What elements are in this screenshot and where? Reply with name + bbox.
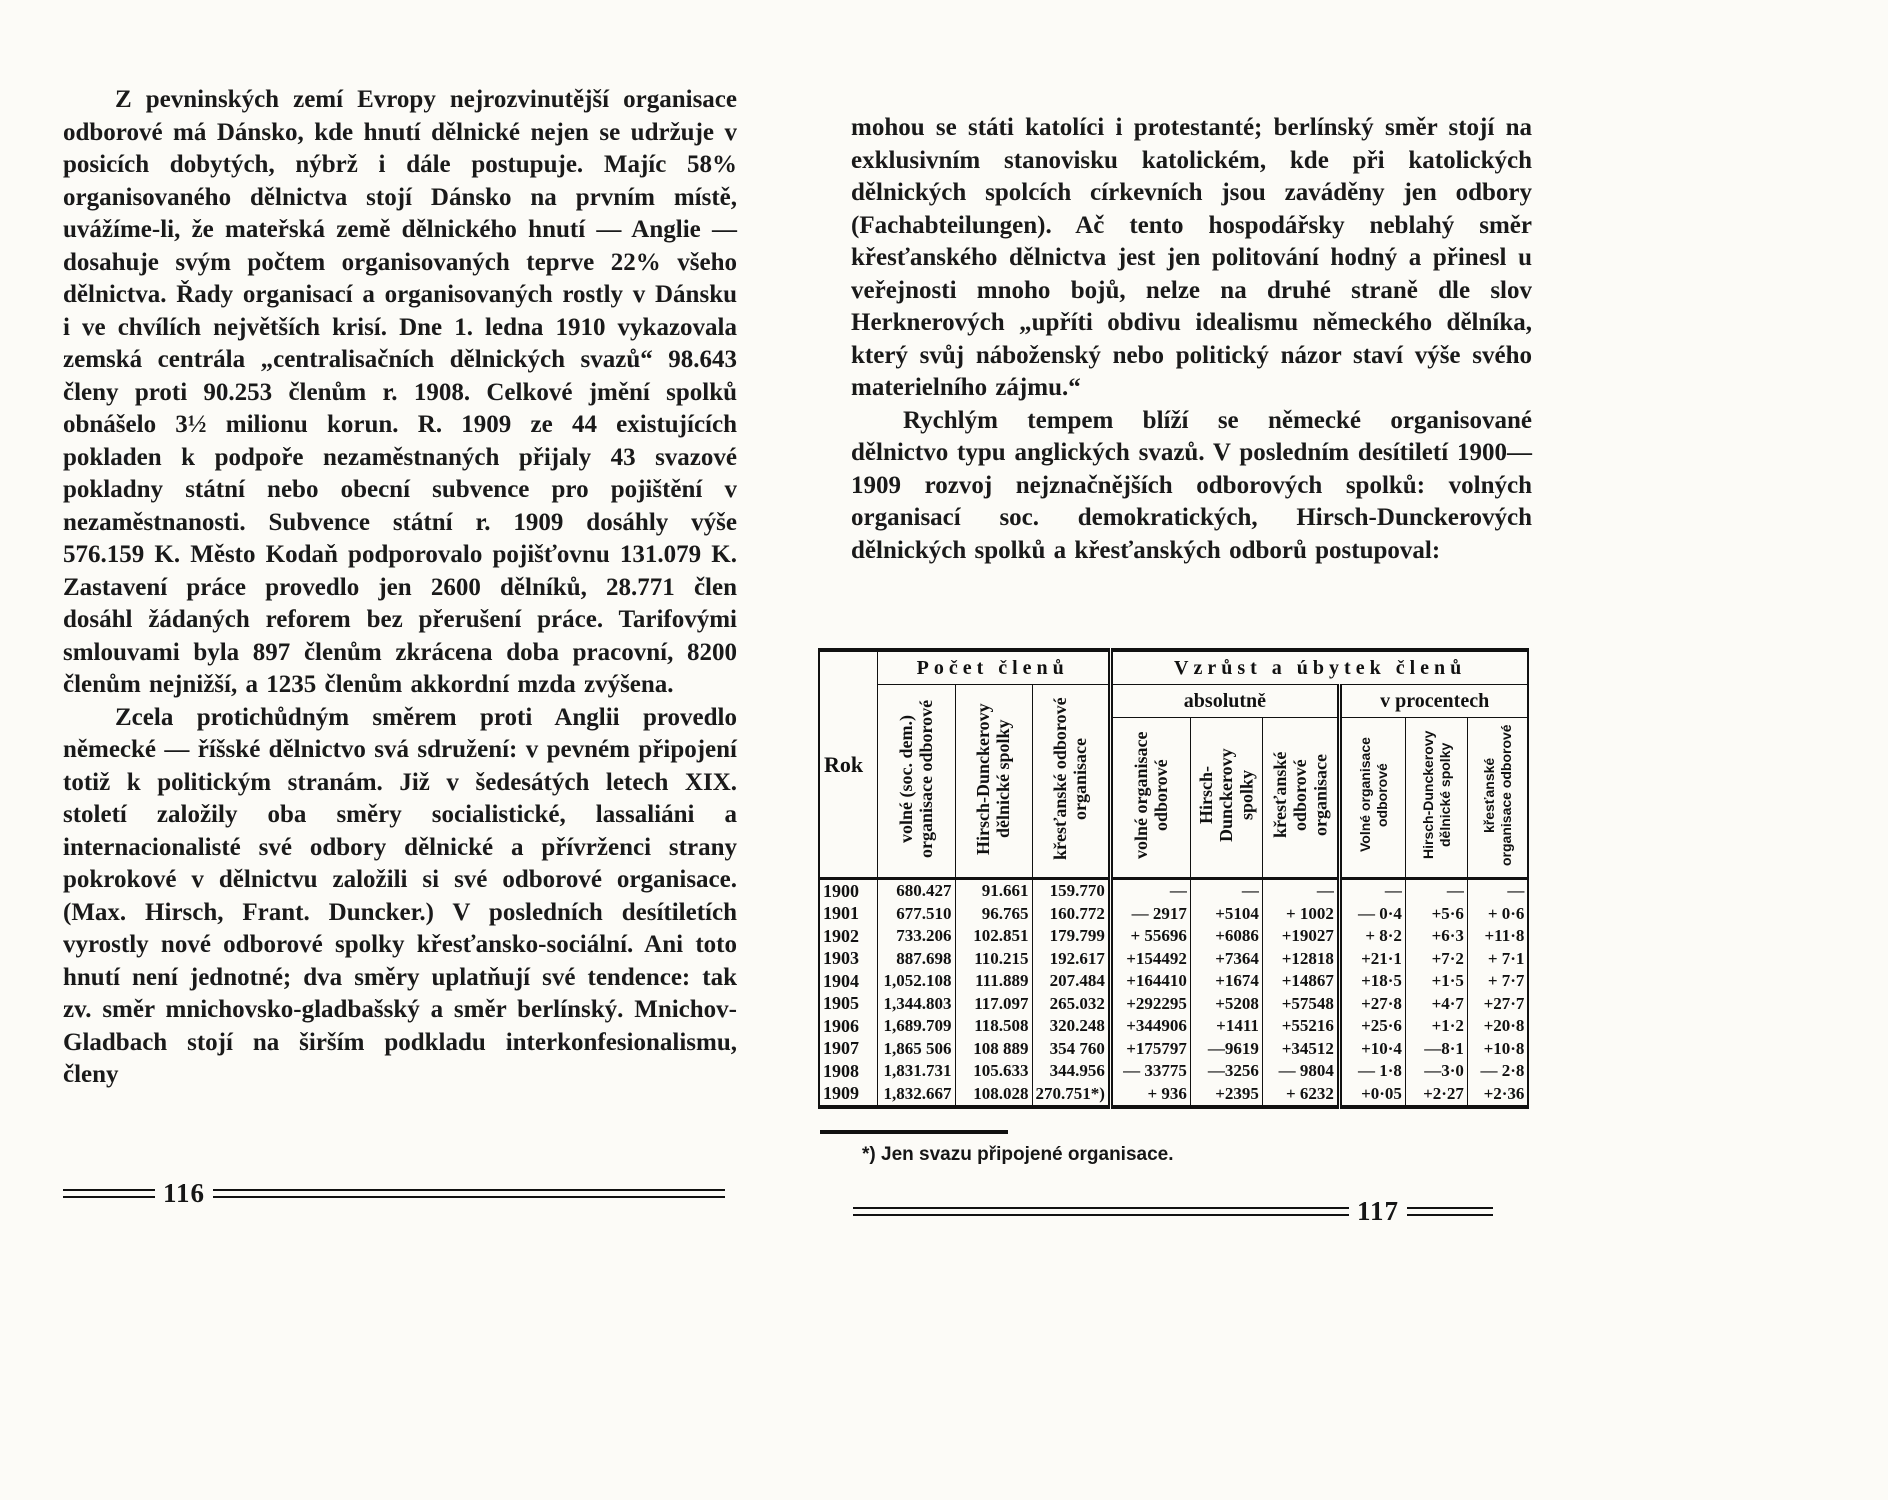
column-header-hirsch-duncker: Hirsch-Dunckerovy dělnické spolky — [955, 685, 1032, 879]
value-cell: + 1002 — [1262, 903, 1339, 926]
value-cell: +10·4 — [1339, 1038, 1405, 1061]
table-row — [819, 948, 1528, 971]
value-cell: 192.617 — [1032, 948, 1110, 971]
table-row — [819, 1015, 1528, 1038]
table-body — [819, 879, 1528, 1108]
paragraph: Rychlým tempem blíží se německé organisované dělnictvo typu anglických svazů. V posledním desítiletí 1900—1909 rozvoj nejznačnějších odborových spolků: volných organisací soc. demokratických, Hirsch-Dunckerových dělnických spolků a křesťanských odborů postupoval: — [851, 406, 1532, 564]
value-cell: — 33775 — [1110, 1060, 1190, 1083]
value-cell: +1·5 — [1405, 970, 1467, 993]
value-cell: 117.097 — [955, 993, 1032, 1016]
value-cell: +5·6 — [1405, 903, 1467, 926]
value-cell: 1,052.108 — [877, 970, 955, 993]
value-cell: 320.248 — [1032, 1015, 1110, 1038]
value-cell: +11·8 — [1467, 925, 1528, 948]
value-cell: 677.510 — [877, 903, 955, 926]
value-cell: 105.633 — [955, 1060, 1032, 1083]
value-cell: 207.484 — [1032, 970, 1110, 993]
value-cell: 680.427 — [877, 879, 955, 903]
value-cell: 733.206 — [877, 925, 955, 948]
value-cell: 118.508 — [955, 1015, 1032, 1038]
group-header-change: Vzrůst a úbytek členů — [1110, 650, 1528, 685]
value-cell: +57548 — [1262, 993, 1339, 1016]
table-row — [819, 1060, 1528, 1083]
table-row — [819, 970, 1528, 993]
value-cell: +4·7 — [1405, 993, 1467, 1016]
sub-header-percent: v procentech — [1339, 685, 1528, 718]
value-cell: +344906 — [1110, 1015, 1190, 1038]
value-cell: +7·2 — [1405, 948, 1467, 971]
column-header-pct-hirsch-duncker: Hirsch-Dunckerovy dělnické spolky — [1405, 718, 1467, 879]
year-cell: 1909 — [819, 1083, 877, 1108]
value-cell: 159.770 — [1032, 879, 1110, 903]
value-cell: 344.956 — [1032, 1060, 1110, 1083]
paragraph: Zcela protichůdným směrem proti Anglii provedlo německé — říšské dělnictvo svá sdružení: v pevném připojení totiž k politickým stranám. Již v šedesátých letech XIX. století založily oba směry socialistické, lassaliáni a internacionalisté své odbory dělnické a přívrženci strany pokrokové v dělnictvu založili si své odborové organisace. (Max. Hirsch, Frant. Duncker.) V posledních desítiletích vyrostly nové odborové spolky křesťansko-sociální. Ani toto hnutí není jednotné; dva směry uplatňují své tendence: tak zv. směr mnichovsko-gladbašský a směr berlínský. Mnichov-Gladbach stojí na širším podkladu interkonfesionalismu, členy — [63, 703, 737, 1088]
value-cell: +20·8 — [1467, 1015, 1528, 1038]
column-header-abs-free-unions: volné organisace odborové — [1110, 718, 1190, 879]
year-cell: 1904 — [819, 970, 877, 993]
value-cell: +55216 — [1262, 1015, 1339, 1038]
value-cell: +25·6 — [1339, 1015, 1405, 1038]
value-cell: +19027 — [1262, 925, 1339, 948]
value-cell: +27·8 — [1339, 993, 1405, 1016]
column-header-christian-unions: křesťanské odborové organisace — [1032, 685, 1110, 879]
value-cell: +0·05 — [1339, 1083, 1405, 1108]
value-cell: — — [1190, 879, 1262, 903]
value-cell: — 2·8 — [1467, 1060, 1528, 1083]
value-cell: — 1·8 — [1339, 1060, 1405, 1083]
value-cell: —9619 — [1190, 1038, 1262, 1061]
value-cell: +34512 — [1262, 1038, 1339, 1061]
paragraph: Z pevninských zemí Evropy nejrozvinutější organisace odborové má Dánsko, kde hnutí dělnické nejen se udržuje v posicích dobytých, nýbrž i dále postupuje. Majíc 58% organisovaného dělnictva stojí Dánsko na prvním místě, uvážíme-li, že mateřská země dělnického hnutí — Anglie — dosahuje svým počtem organisovaných teprve 22% všeho dělnictva. Řady organisací a organisovaných rostly v Dánsku i ve chvílích největších krisí. Dne 1. ledna 1910 vykazovala zemská centrála „centralisačních dělnických svazů“ 98.643 členy proti 90.253 členům r. 1908. Celkové jmění spolků obnášelo 3½ milionu korun. R. 1909 ze 44 existujících pokladen k podpoře nezaměstnaných přijaly 43 svazové pokladny státní nebo obecní subvence pro pojištění v nezaměstnanosti. Subvence státní r. 1909 dosáhly výše 576.159 K. Město Kodaň podporovalo pojišťovnu 131.079 K. Zastavení práce provedlo jen 2600 dělníků, 28.771 člen dosáhl žádaných reforem bez přerušení práce. Tarifovými smlouvami byla 897 členům zkrácena doba pracovní, 8200 členům nejnižší, a 1235 členům akkordní mzda zvýšena. — [63, 86, 737, 698]
value-cell: + 6232 — [1262, 1083, 1339, 1108]
column-header-abs-hirsch-duncker: Hirsch-Dunckerovy spolky — [1190, 718, 1262, 879]
membership-statistics-table — [818, 648, 1529, 1109]
value-cell: 108.028 — [955, 1083, 1032, 1108]
table-row — [819, 1083, 1528, 1108]
right-page-text — [851, 112, 1532, 567]
value-cell: +14867 — [1262, 970, 1339, 993]
value-cell: 96.765 — [955, 903, 1032, 926]
left-page-text — [63, 84, 737, 1092]
year-cell: 1901 — [819, 903, 877, 926]
value-cell: +2·36 — [1467, 1083, 1528, 1108]
value-cell: 1,344.803 — [877, 993, 955, 1016]
year-cell: 1907 — [819, 1038, 877, 1061]
page-rule — [1407, 1207, 1493, 1216]
footnote-rule — [820, 1130, 1008, 1134]
group-header-count: Počet členů — [877, 650, 1110, 685]
value-cell: — — [1262, 879, 1339, 903]
page-number-left — [63, 1178, 725, 1209]
value-cell: +27·7 — [1467, 993, 1528, 1016]
column-header-pct-christian: křesťanské organisace odborové — [1467, 718, 1528, 879]
value-cell: + 8·2 — [1339, 925, 1405, 948]
value-cell: — 0·4 — [1339, 903, 1405, 926]
value-cell: +2395 — [1190, 1083, 1262, 1108]
year-cell: 1902 — [819, 925, 877, 948]
table-row — [819, 903, 1528, 926]
value-cell: 354 760 — [1032, 1038, 1110, 1061]
value-cell: 887.698 — [877, 948, 955, 971]
value-cell: —8·1 — [1405, 1038, 1467, 1061]
value-cell: — — [1110, 879, 1190, 903]
value-cell: +292295 — [1110, 993, 1190, 1016]
table-row — [819, 925, 1528, 948]
year-cell: 1903 — [819, 948, 877, 971]
page-rule — [213, 1189, 725, 1198]
value-cell: +154492 — [1110, 948, 1190, 971]
value-cell: + 7·7 — [1467, 970, 1528, 993]
page-number-text: 116 — [163, 1178, 206, 1208]
table-row — [819, 993, 1528, 1016]
page-rule — [853, 1207, 1349, 1216]
value-cell: +6·3 — [1405, 925, 1467, 948]
value-cell: +12818 — [1262, 948, 1339, 971]
value-cell: +5208 — [1190, 993, 1262, 1016]
value-cell: 1,831.731 — [877, 1060, 955, 1083]
value-cell: +2·27 — [1405, 1083, 1467, 1108]
value-cell: +5104 — [1190, 903, 1262, 926]
value-cell: 102.851 — [955, 925, 1032, 948]
value-cell: + 0·6 — [1467, 903, 1528, 926]
value-cell: + 55696 — [1110, 925, 1190, 948]
value-cell: 110.215 — [955, 948, 1032, 971]
page-rule — [63, 1189, 155, 1198]
value-cell: + 936 — [1110, 1083, 1190, 1108]
value-cell: — — [1339, 879, 1405, 903]
value-cell: —3256 — [1190, 1060, 1262, 1083]
value-cell: — — [1467, 879, 1528, 903]
page-number-right — [853, 1196, 1493, 1227]
footnote: *) Jen svazu připojené organisace. — [862, 1144, 1174, 1165]
value-cell: 160.772 — [1032, 903, 1110, 926]
value-cell: +6086 — [1190, 925, 1262, 948]
value-cell: +1411 — [1190, 1015, 1262, 1038]
value-cell: 1,832.667 — [877, 1083, 955, 1108]
table-row — [819, 1038, 1528, 1061]
paragraph: mohou se státi katolíci i protestanté; berlínský směr stojí na exklusivním stanovisku katolickém, kde při katolických dělnických spolcích církevních jsou zaváděny jen odbory (Fachabteilungen). Ač tento hospodářsky neblahý směr křesťanského dělnictva jest jen politování hodný a přinesl u veřejnosti mnoho bojů, nelze na druhé straně dle slov Herknerových „upříti obdivu idealismu německého dělníka, který svůj náboženský nebo politický názor staví výše svého materielního zájmu.“ — [851, 114, 1532, 401]
value-cell: — 9804 — [1262, 1060, 1339, 1083]
year-cell: 1900 — [819, 879, 877, 903]
table-row — [819, 879, 1528, 903]
column-header-abs-christian: křesťanské odborové organisace — [1262, 718, 1339, 879]
year-cell: 1908 — [819, 1060, 877, 1083]
column-header-free-unions: volné (soc. dem.) organisace odborové — [877, 685, 955, 879]
value-cell: 91.661 — [955, 879, 1032, 903]
value-cell: —3·0 — [1405, 1060, 1467, 1083]
value-cell: — — [1405, 879, 1467, 903]
value-cell: 1,689.709 — [877, 1015, 955, 1038]
year-cell: 1905 — [819, 993, 877, 1016]
value-cell: 179.799 — [1032, 925, 1110, 948]
column-header-pct-free-unions: Volné organisace odborové — [1339, 718, 1405, 879]
page-number-text: 117 — [1356, 1196, 1399, 1226]
value-cell: 1,865 506 — [877, 1038, 955, 1061]
value-cell: +10·8 — [1467, 1038, 1528, 1061]
value-cell: 270.751*) — [1032, 1083, 1110, 1108]
year-cell: 1906 — [819, 1015, 877, 1038]
rok-header: Rok — [819, 650, 877, 879]
value-cell: +1674 — [1190, 970, 1262, 993]
value-cell: + 7·1 — [1467, 948, 1528, 971]
value-cell: 108 889 — [955, 1038, 1032, 1061]
value-cell: +175797 — [1110, 1038, 1190, 1061]
value-cell: +7364 — [1190, 948, 1262, 971]
value-cell: +18·5 — [1339, 970, 1405, 993]
value-cell: +164410 — [1110, 970, 1190, 993]
value-cell: 111.889 — [955, 970, 1032, 993]
value-cell: +21·1 — [1339, 948, 1405, 971]
value-cell: — 2917 — [1110, 903, 1190, 926]
value-cell: +1·2 — [1405, 1015, 1467, 1038]
sub-header-absolute: absolutně — [1110, 685, 1339, 718]
value-cell: 265.032 — [1032, 993, 1110, 1016]
